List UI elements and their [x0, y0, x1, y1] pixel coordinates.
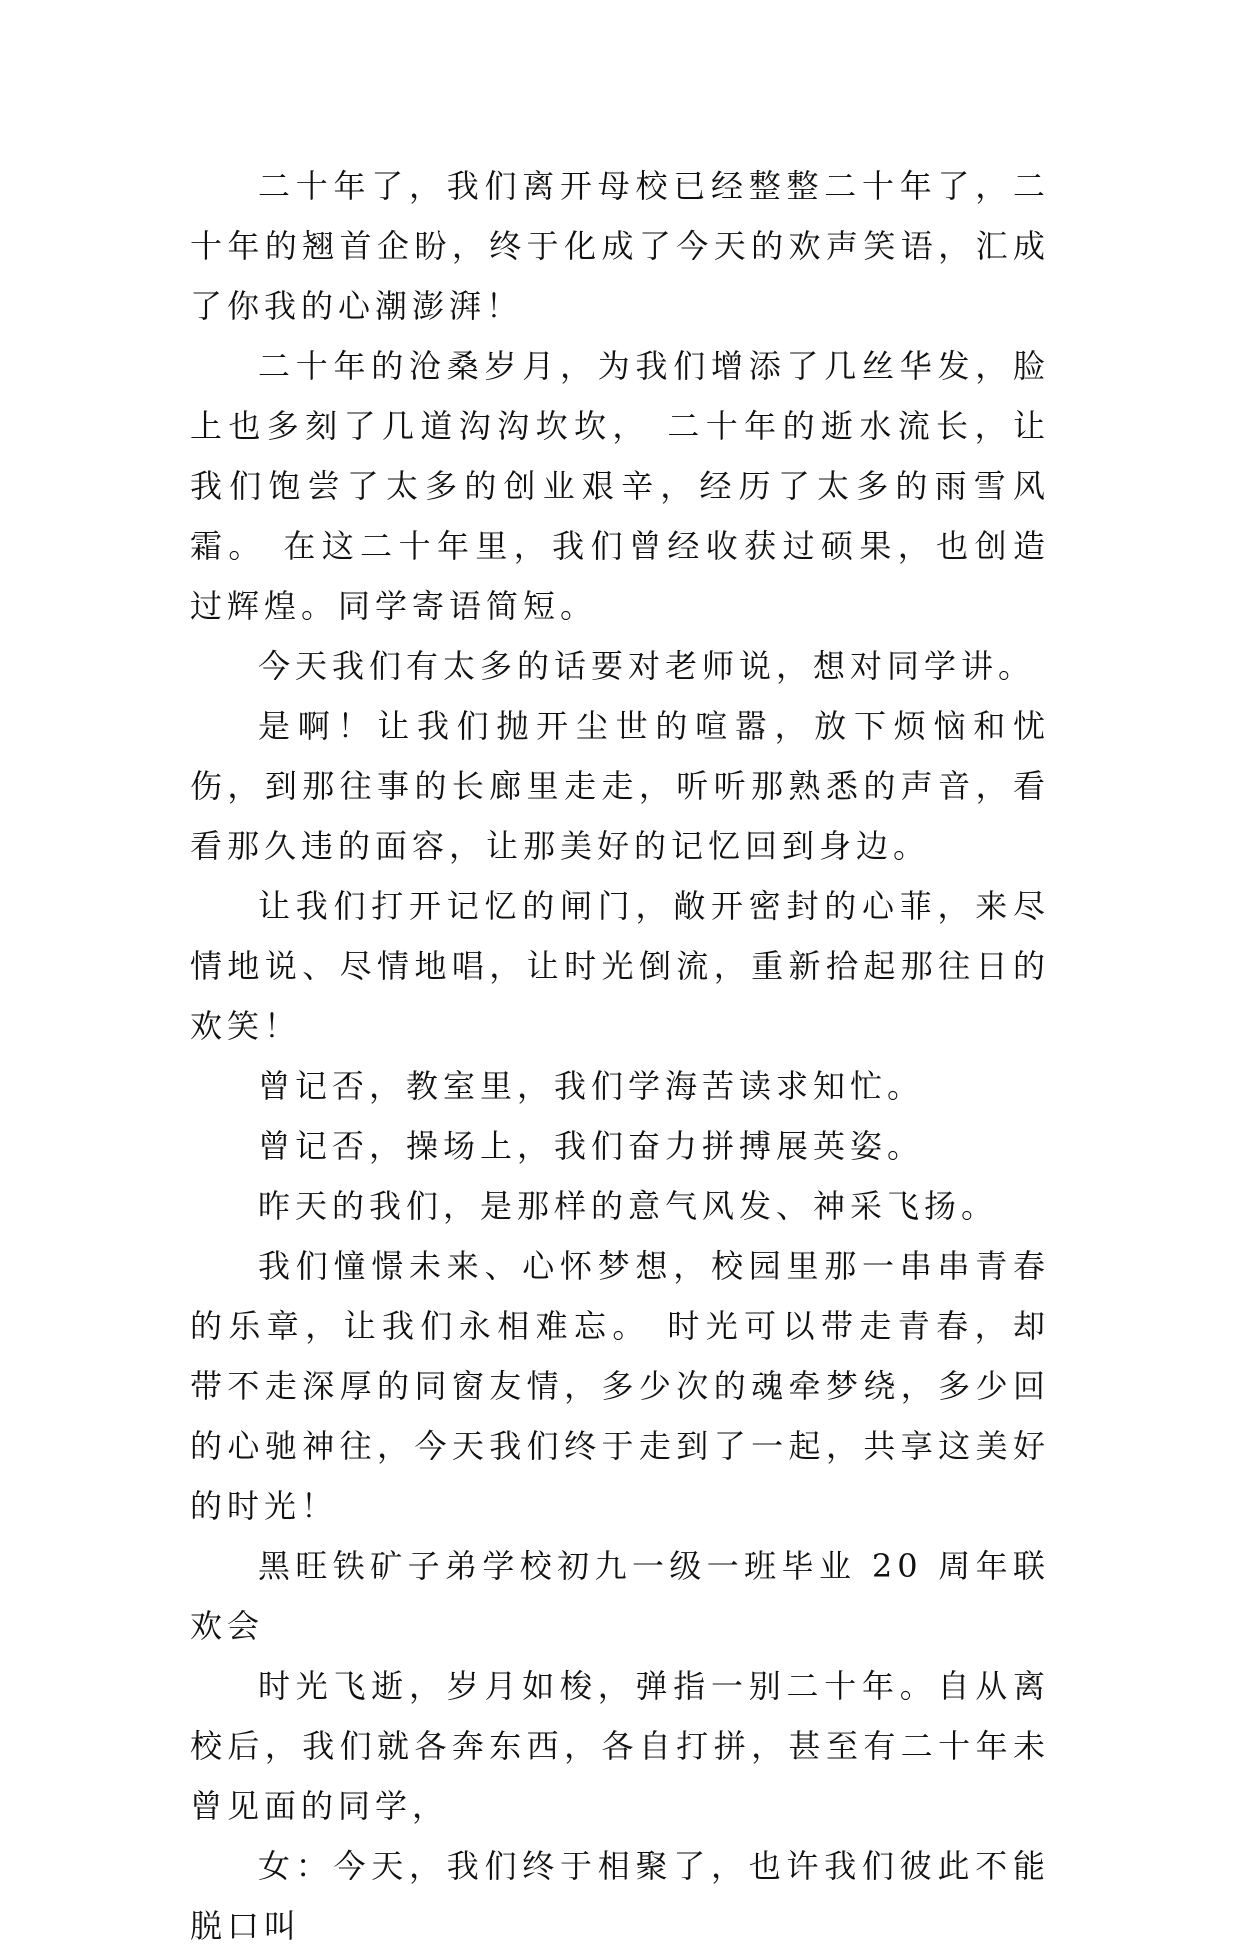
paragraph-memory-corridor: 是啊！让我们抛开尘世的喧嚣，放下烦恼和忧伤，到那往事的长廊里走走，听听那熟悉的声音，看看那久违的面容，让那美好的记忆回到身边。 — [190, 707, 1050, 865]
paragraph-time-flies: 时光飞逝，岁月如梭，弹指一别二十年。自从离校后，我们就各奔东西，各自打拼，甚至有二十年未曾见面的同学， — [190, 1667, 1050, 1825]
paragraph-yesterday: 昨天的我们，是那样的意气风发、神采飞扬。 — [258, 1187, 999, 1225]
paragraph-youth-dreams: 我们憧憬未来、心怀梦想，校园里那一串串青春的乐章，让我们永相难忘。 时光可以带走青春，却带不走深厚的同窗友情，多少次的魂牵梦绕，多少回的心驰神往，今天我们终于走到了一起，共享这美好的时光！ — [190, 1247, 1050, 1525]
paragraph-playground: 曾记否，操场上，我们奋力拼搏展英姿。 — [258, 1127, 925, 1165]
paragraph-twenty-years: 二十年的沧桑岁月，为我们增添了几丝华发，脸上也多刻了几道沟沟坎坎， 二十年的逝水流长，让我们饱尝了太多的创业艰辛，经历了太多的雨雪风霜。 在这二十年里，我们曾经收获过硕果，也创造过辉煌。同学寄语简短。 — [190, 347, 1050, 625]
paragraph-reunion-opening: 二十年了，我们离开母校已经整整二十年了，二十年的翘首企盼，终于化成了今天的欢声笑语，汇成了你我的心潮澎湃！ — [190, 167, 1050, 325]
paragraph-female-host: 女：今天，我们终于相聚了，也许我们彼此不能脱口叫 — [190, 1847, 1050, 1945]
paragraph-words-to-teachers: 今天我们有太多的话要对老师说，想对同学讲。 — [258, 647, 1036, 685]
document-body — [190, 156, 1050, 1956]
paragraph-open-memory: 让我们打开记忆的闸门，敞开密封的心菲，来尽情地说、尽情地唱，让时光倒流，重新拾起那往日的欢笑！ — [190, 887, 1050, 1045]
paragraph-event-title: 黑旺铁矿子弟学校初九一级一班毕业 20 周年联欢会 — [190, 1547, 1050, 1645]
paragraph-classroom: 曾记否，教室里，我们学海苦读求知忙。 — [258, 1067, 925, 1105]
